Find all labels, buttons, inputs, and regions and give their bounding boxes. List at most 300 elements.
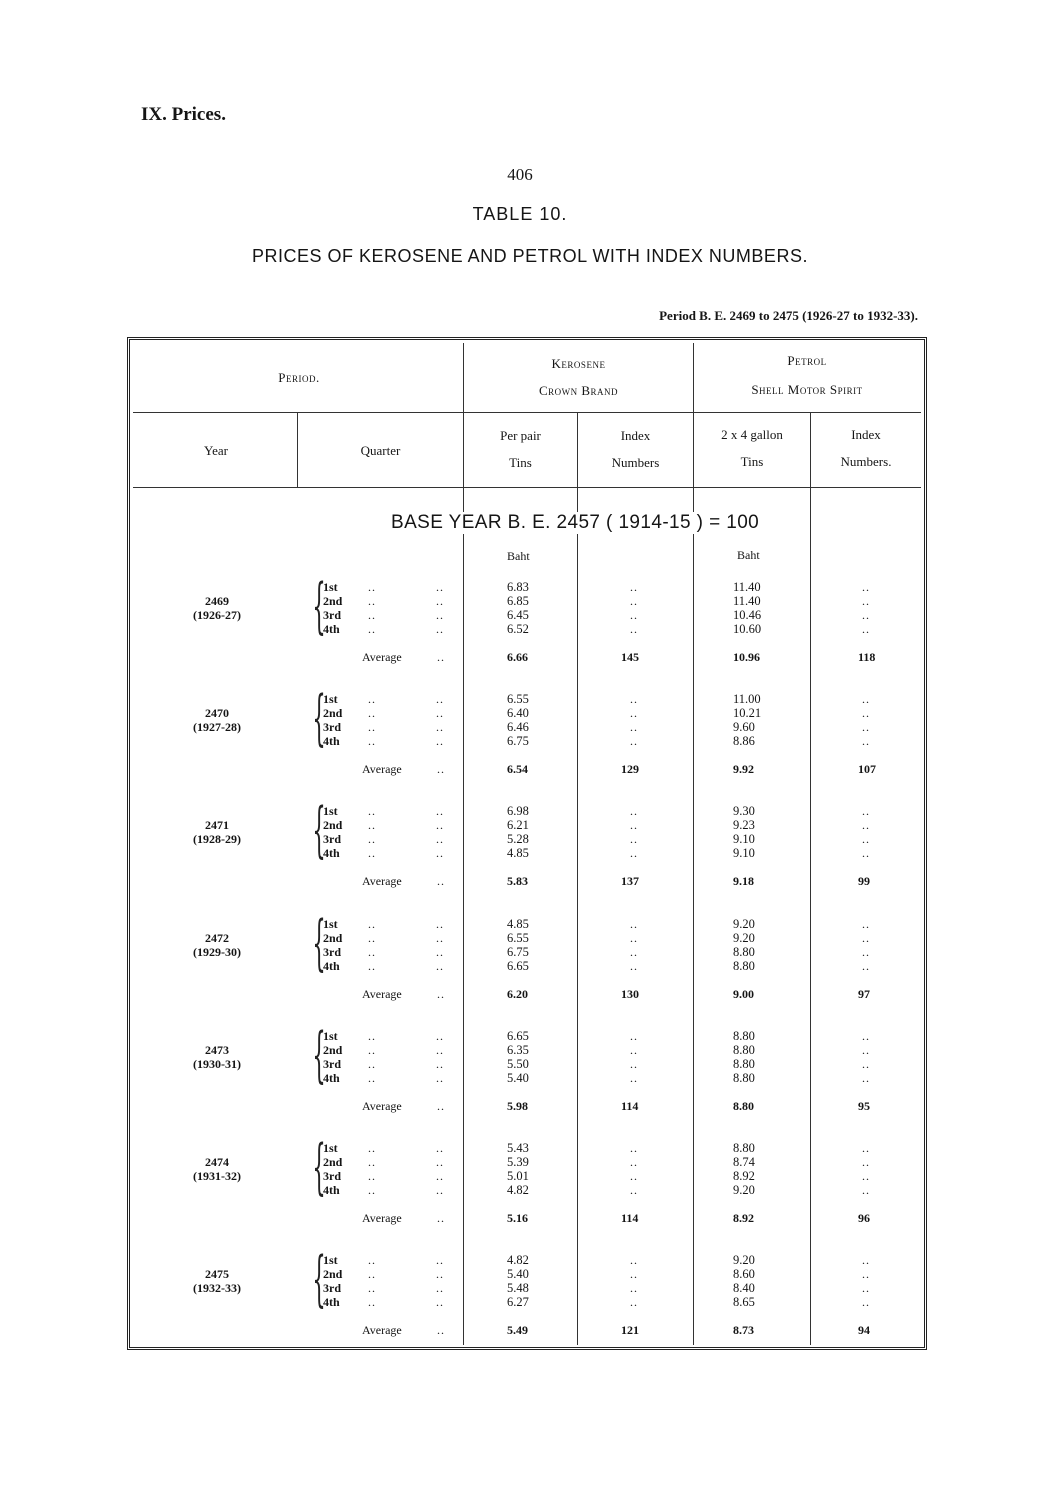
petrol-index: .. <box>862 580 870 594</box>
petrol-index: .. <box>862 1169 870 1183</box>
quarter-label: 3rd <box>323 608 341 622</box>
year-label: 2469 <box>205 594 229 608</box>
petrol-price: 9.23 <box>733 818 755 833</box>
quarter-leader: .. <box>436 1183 444 1197</box>
quarter-label: 3rd <box>323 1281 341 1296</box>
average-row <box>0 987 1040 1001</box>
petrol-index: .. <box>862 1028 870 1043</box>
year-block <box>0 571 1040 664</box>
quarter-label: 3rd <box>323 720 341 735</box>
kerosene-index: .. <box>630 1183 638 1197</box>
kerosene-index: .. <box>630 580 638 594</box>
quarter-leader: .. <box>368 1155 376 1169</box>
period-note: Period B. E. 2469 to 2475 (1926-27 to 1932-33). <box>659 308 918 323</box>
quarter-row <box>0 1267 1040 1281</box>
kerosene-index: .. <box>630 832 638 847</box>
year-period: (1929-30) <box>193 944 241 959</box>
average-leader: .. <box>437 1098 445 1113</box>
petrol-price: 8.80 <box>733 1042 755 1057</box>
petrol-index: .. <box>862 1295 870 1310</box>
quarter-row <box>0 692 1040 706</box>
quarter-leader: .. <box>436 622 444 636</box>
average-kerosene-index: 129 <box>621 762 639 777</box>
average-petrol-price: 8.92 <box>733 1211 754 1225</box>
year-period: (1931-32) <box>193 1169 241 1183</box>
quarter-label: 1st <box>323 1028 338 1043</box>
quarter-row <box>0 931 1040 945</box>
quarter-leader: .. <box>436 944 444 959</box>
average-label: Average <box>362 1098 402 1113</box>
quarter-row <box>0 720 1040 734</box>
average-petrol-index: 95 <box>858 1098 870 1113</box>
year-block <box>0 795 1040 889</box>
kerosene-price: 6.21 <box>507 818 529 833</box>
average-row <box>0 650 1040 664</box>
quarter-label: 1st <box>323 692 338 707</box>
quarter-leader: .. <box>436 692 444 707</box>
average-label: Average <box>362 874 402 889</box>
brace-icon: { <box>312 571 326 641</box>
quarter-label: 1st <box>323 580 338 594</box>
quarter-leader: .. <box>368 622 376 636</box>
header-petrol: Petrol <box>787 353 827 368</box>
quarter-leader: .. <box>436 804 444 819</box>
quarter-label: 3rd <box>323 832 341 847</box>
average-kerosene-index: 121 <box>621 1323 639 1338</box>
petrol-index: .. <box>862 832 870 847</box>
header-quarter: Quarter <box>360 443 401 458</box>
average-label: Average <box>362 986 402 1001</box>
average-petrol-price: 9.92 <box>733 762 754 777</box>
petrol-price: 9.20 <box>733 1253 755 1268</box>
quarter-row <box>0 832 1040 846</box>
header-petrol-index-1: Index <box>851 427 881 442</box>
quarter-leader: .. <box>368 1070 376 1085</box>
kerosene-price: 6.55 <box>507 692 529 707</box>
petrol-price: 8.60 <box>733 1267 755 1282</box>
year-block <box>0 683 1040 777</box>
petrol-price: 10.21 <box>733 706 762 721</box>
petrol-index: .. <box>862 1141 870 1155</box>
petrol-index: .. <box>862 818 870 833</box>
quarter-leader: .. <box>368 944 376 959</box>
petrol-index: .. <box>862 1070 870 1085</box>
average-kerosene-price: 6.66 <box>507 650 528 664</box>
petrol-index: .. <box>862 692 870 707</box>
header-kerosene: Kerosene <box>551 356 606 371</box>
quarter-leader: .. <box>368 958 376 973</box>
quarter-label: 4th <box>323 958 340 973</box>
kerosene-index: .. <box>630 1141 638 1155</box>
brace-icon: { <box>312 907 326 978</box>
average-kerosene-index: 145 <box>621 650 639 664</box>
kerosene-price: 6.27 <box>507 1295 529 1310</box>
quarter-row <box>0 945 1040 959</box>
kerosene-price: 6.46 <box>507 720 529 735</box>
kerosene-index: .. <box>630 916 638 931</box>
kerosene-index: .. <box>630 1281 638 1296</box>
quarter-leader: .. <box>368 930 376 945</box>
kerosene-index: .. <box>630 1070 638 1085</box>
quarter-label: 2nd <box>323 1042 343 1057</box>
header-petrol-brand: Shell Motor Spirit <box>751 382 863 397</box>
header-kerosene-brand: Crown Brand <box>538 383 619 398</box>
kerosene-price: 6.75 <box>507 944 529 959</box>
average-label: Average <box>362 1211 402 1225</box>
average-kerosene-index: 130 <box>621 986 639 1001</box>
quarter-leader: .. <box>436 706 444 721</box>
petrol-price: 8.80 <box>733 1056 755 1071</box>
petrol-price: 9.30 <box>733 804 755 819</box>
quarter-leader: .. <box>368 1169 376 1183</box>
quarter-leader: .. <box>436 958 444 973</box>
quarter-leader: .. <box>368 706 376 721</box>
quarter-leader: .. <box>368 734 376 749</box>
quarter-leader: .. <box>368 1253 376 1268</box>
brace-icon: { <box>312 683 326 754</box>
quarter-row <box>0 580 1040 594</box>
quarter-label: 3rd <box>323 944 341 959</box>
kerosene-price: 4.85 <box>507 916 529 931</box>
quarter-leader: .. <box>436 608 444 622</box>
quarter-row <box>0 1043 1040 1057</box>
average-row <box>0 1099 1040 1113</box>
year-label: 2473 <box>205 1042 229 1057</box>
average-petrol-price: 9.18 <box>733 874 754 889</box>
petrol-price: 11.00 <box>733 692 761 707</box>
kerosene-price: 6.98 <box>507 804 529 819</box>
quarter-row <box>0 1057 1040 1071</box>
quarter-leader: .. <box>436 1267 444 1282</box>
petrol-price: 8.86 <box>733 734 755 749</box>
header-kerosene-price-1: Per pair <box>500 428 541 443</box>
average-petrol-index: 118 <box>858 650 876 664</box>
year-label: 2474 <box>205 1155 229 1169</box>
quarter-row <box>0 1253 1040 1267</box>
petrol-price: 9.10 <box>733 832 755 847</box>
quarter-label: 4th <box>323 734 340 749</box>
kerosene-price: 5.40 <box>507 1070 529 1085</box>
quarter-label: 4th <box>323 1183 340 1197</box>
petrol-price: 9.10 <box>733 846 755 861</box>
quarter-row <box>0 1183 1040 1197</box>
petrol-price: 11.40 <box>733 580 761 594</box>
average-leader: .. <box>437 874 445 889</box>
quarter-leader: .. <box>436 916 444 931</box>
kerosene-index: .. <box>630 622 638 636</box>
average-petrol-price: 8.80 <box>733 1098 754 1113</box>
quarter-row <box>0 734 1040 748</box>
quarter-leader: .. <box>368 1183 376 1197</box>
quarter-leader: .. <box>368 1141 376 1155</box>
kerosene-index: .. <box>630 720 638 735</box>
petrol-index: .. <box>862 608 870 622</box>
average-row <box>0 1211 1040 1225</box>
petrol-price: 8.80 <box>733 944 755 959</box>
quarter-label: 2nd <box>323 818 343 833</box>
kerosene-index: .. <box>630 608 638 622</box>
quarter-leader: .. <box>368 846 376 861</box>
unit-petrol: Baht <box>737 548 760 562</box>
average-petrol-index: 99 <box>858 874 870 889</box>
average-kerosene-index: 114 <box>621 1211 639 1225</box>
petrol-price: 10.46 <box>733 608 762 622</box>
kerosene-index: .. <box>630 930 638 945</box>
average-kerosene-price: 5.83 <box>507 874 528 889</box>
quarter-label: 2nd <box>323 706 343 721</box>
quarter-label: 1st <box>323 1253 338 1268</box>
quarter-leader: .. <box>368 580 376 594</box>
quarter-leader: .. <box>368 1056 376 1071</box>
kerosene-price: 4.85 <box>507 846 529 861</box>
quarter-leader: .. <box>368 1267 376 1282</box>
quarter-leader: .. <box>436 846 444 861</box>
average-row <box>0 762 1040 776</box>
petrol-index: .. <box>862 1056 870 1071</box>
average-leader: .. <box>437 986 445 1001</box>
petrol-price: 8.74 <box>733 1155 755 1169</box>
kerosene-index: .. <box>630 692 638 707</box>
kerosene-index: .. <box>630 1056 638 1071</box>
quarter-leader: .. <box>436 594 444 608</box>
petrol-price: 9.20 <box>733 1183 755 1197</box>
quarter-leader: .. <box>368 1281 376 1296</box>
quarter-leader: .. <box>368 804 376 819</box>
quarter-label: 1st <box>323 916 338 931</box>
year-period: (1932-33) <box>193 1281 241 1296</box>
average-kerosene-price: 6.20 <box>507 986 528 1001</box>
quarter-row <box>0 706 1040 720</box>
average-petrol-index: 94 <box>858 1323 870 1338</box>
kerosene-price: 5.50 <box>507 1056 529 1071</box>
quarter-row <box>0 1169 1040 1183</box>
petrol-index: .. <box>862 734 870 749</box>
petrol-index: .. <box>862 804 870 819</box>
year-label: 2470 <box>205 706 229 721</box>
header-divider-top <box>133 412 921 413</box>
kerosene-price: 6.52 <box>507 622 529 636</box>
quarter-row <box>0 1029 1040 1043</box>
quarter-row <box>0 1281 1040 1295</box>
quarter-leader: .. <box>368 832 376 847</box>
quarter-leader: .. <box>368 692 376 707</box>
average-leader: .. <box>437 1211 445 1225</box>
average-petrol-price: 8.73 <box>733 1323 754 1338</box>
kerosene-index: .. <box>630 958 638 973</box>
base-year-label: BASE YEAR B. E. 2457 ( 1914-15 ) = 100 <box>387 512 763 534</box>
petrol-index: .. <box>862 1155 870 1169</box>
quarter-leader: .. <box>368 916 376 931</box>
quarter-label: 4th <box>323 1070 340 1085</box>
brace-icon: { <box>312 795 326 866</box>
quarter-row <box>0 846 1040 860</box>
quarter-leader: .. <box>368 818 376 833</box>
petrol-price: 8.40 <box>733 1281 755 1296</box>
average-kerosene-price: 5.98 <box>507 1098 528 1113</box>
kerosene-price: 5.39 <box>507 1155 529 1169</box>
petrol-price: 9.20 <box>733 930 755 945</box>
brace-icon: { <box>312 1244 326 1315</box>
quarter-leader: .. <box>368 1295 376 1310</box>
unit-kerosene: Baht <box>507 549 530 563</box>
kerosene-index: .. <box>630 1295 638 1310</box>
kerosene-price: 6.65 <box>507 958 529 973</box>
kerosene-index: .. <box>630 734 638 749</box>
petrol-index: .. <box>862 622 870 636</box>
petrol-index: .. <box>862 594 870 608</box>
quarter-leader: .. <box>368 1042 376 1057</box>
quarter-row <box>0 1295 1040 1309</box>
quarter-label: 1st <box>323 1141 338 1155</box>
petrol-price: 8.80 <box>733 1141 755 1155</box>
quarter-leader: .. <box>436 818 444 833</box>
petrol-price: 10.60 <box>733 622 762 636</box>
year-period: (1927-28) <box>193 720 241 735</box>
quarter-leader: .. <box>436 1295 444 1310</box>
average-petrol-index: 96 <box>858 1211 870 1225</box>
petrol-price: 9.20 <box>733 916 755 931</box>
year-label: 2472 <box>205 930 229 945</box>
kerosene-price: 5.01 <box>507 1169 529 1183</box>
header-petrol-price-2: Tins <box>740 454 764 469</box>
quarter-leader: .. <box>368 720 376 735</box>
quarter-leader: .. <box>368 1028 376 1043</box>
petrol-index: .. <box>862 706 870 721</box>
average-row <box>0 1323 1040 1337</box>
average-label: Average <box>362 650 402 664</box>
quarter-row <box>0 804 1040 818</box>
petrol-index: .. <box>862 1042 870 1057</box>
kerosene-index: .. <box>630 1028 638 1043</box>
quarter-leader: .. <box>436 1169 444 1183</box>
petrol-index: .. <box>862 944 870 959</box>
kerosene-index: .. <box>630 1155 638 1169</box>
quarter-leader: .. <box>436 720 444 735</box>
year-label: 2471 <box>205 818 229 833</box>
year-block <box>0 1019 1040 1113</box>
quarter-leader: .. <box>368 594 376 608</box>
average-petrol-price: 10.96 <box>733 650 760 664</box>
header-period: Period. <box>278 370 320 385</box>
year-period: (1930-31) <box>193 1056 241 1071</box>
petrol-price: 8.80 <box>733 1028 755 1043</box>
quarter-leader: .. <box>436 1253 444 1268</box>
kerosene-price: 4.82 <box>507 1183 529 1197</box>
quarter-leader: .. <box>436 1155 444 1169</box>
quarter-leader: .. <box>436 734 444 749</box>
quarter-label: 2nd <box>323 1155 343 1169</box>
quarter-row <box>0 594 1040 608</box>
year-block <box>0 1244 1040 1338</box>
kerosene-price: 6.65 <box>507 1028 529 1043</box>
average-leader: .. <box>437 762 445 777</box>
average-petrol-index: 107 <box>858 762 876 777</box>
average-label: Average <box>362 1323 402 1338</box>
quarter-row <box>0 608 1040 622</box>
quarter-label: 1st <box>323 804 338 819</box>
petrol-index: .. <box>862 846 870 861</box>
brace-icon: { <box>312 1019 326 1090</box>
kerosene-price: 6.55 <box>507 930 529 945</box>
kerosene-price: 6.75 <box>507 734 529 749</box>
kerosene-index: .. <box>630 1253 638 1268</box>
petrol-index: .. <box>862 916 870 931</box>
petrol-price: 9.60 <box>733 720 755 735</box>
average-row <box>0 874 1040 888</box>
quarter-row <box>0 1071 1040 1085</box>
petrol-index: .. <box>862 1253 870 1268</box>
quarter-leader: .. <box>436 1141 444 1155</box>
kerosene-price: 6.45 <box>507 608 529 622</box>
quarter-row <box>0 1141 1040 1155</box>
quarter-row <box>0 1155 1040 1169</box>
kerosene-price: 6.83 <box>507 580 529 594</box>
quarter-label: 3rd <box>323 1056 341 1071</box>
average-petrol-index: 97 <box>858 986 870 1001</box>
petrol-index: .. <box>862 1281 870 1296</box>
quarter-row <box>0 959 1040 973</box>
year-block <box>0 907 1040 1001</box>
quarter-leader: .. <box>436 930 444 945</box>
quarter-label: 4th <box>323 622 340 636</box>
section-heading: IX. Prices. <box>141 104 226 125</box>
kerosene-index: .. <box>630 706 638 721</box>
average-kerosene-index: 137 <box>621 874 639 889</box>
header-petrol-index-2: Numbers. <box>840 454 892 469</box>
petrol-index: .. <box>862 1183 870 1197</box>
header-kerosene-index-1: Index <box>620 428 651 443</box>
quarter-leader: .. <box>436 1042 444 1057</box>
quarter-row <box>0 917 1040 931</box>
quarter-label: 4th <box>323 846 340 861</box>
kerosene-price: 5.40 <box>507 1267 529 1282</box>
kerosene-price: 4.82 <box>507 1253 529 1268</box>
average-label: Average <box>362 762 402 777</box>
average-leader: .. <box>437 1323 445 1338</box>
kerosene-index: .. <box>630 1042 638 1057</box>
year-label: 2475 <box>205 1267 229 1282</box>
quarter-row <box>0 622 1040 636</box>
year-period: (1926-27) <box>193 608 241 622</box>
header-petrol-price-1: 2 x 4 gallon <box>721 427 783 442</box>
kerosene-index: .. <box>630 818 638 833</box>
average-petrol-price: 9.00 <box>733 986 754 1001</box>
table-subtitle: PRICES OF KEROSENE AND PETROL WITH INDEX NUMBERS. <box>252 246 808 266</box>
kerosene-index: .. <box>630 1267 638 1282</box>
petrol-price: 8.65 <box>733 1295 755 1310</box>
petrol-index: .. <box>862 720 870 735</box>
kerosene-price: 6.40 <box>507 706 529 721</box>
petrol-price: 8.92 <box>733 1169 755 1183</box>
table-title: TABLE 10. <box>472 204 568 224</box>
petrol-price: 8.80 <box>733 958 755 973</box>
quarter-leader: .. <box>436 1028 444 1043</box>
quarter-leader: .. <box>368 608 376 622</box>
quarter-leader: .. <box>436 580 444 594</box>
petrol-price: 11.40 <box>733 594 761 608</box>
year-period: (1928-29) <box>193 832 241 847</box>
kerosene-price: 6.85 <box>507 594 529 608</box>
quarter-label: 3rd <box>323 1169 341 1183</box>
kerosene-index: .. <box>630 804 638 819</box>
kerosene-index: .. <box>630 846 638 861</box>
quarter-row <box>0 818 1040 832</box>
header-kerosene-price-2: Tins <box>509 455 532 470</box>
average-kerosene-index: 114 <box>621 1098 639 1113</box>
kerosene-price: 6.35 <box>507 1042 529 1057</box>
page-number: 406 <box>507 165 533 184</box>
kerosene-index: .. <box>630 594 638 608</box>
